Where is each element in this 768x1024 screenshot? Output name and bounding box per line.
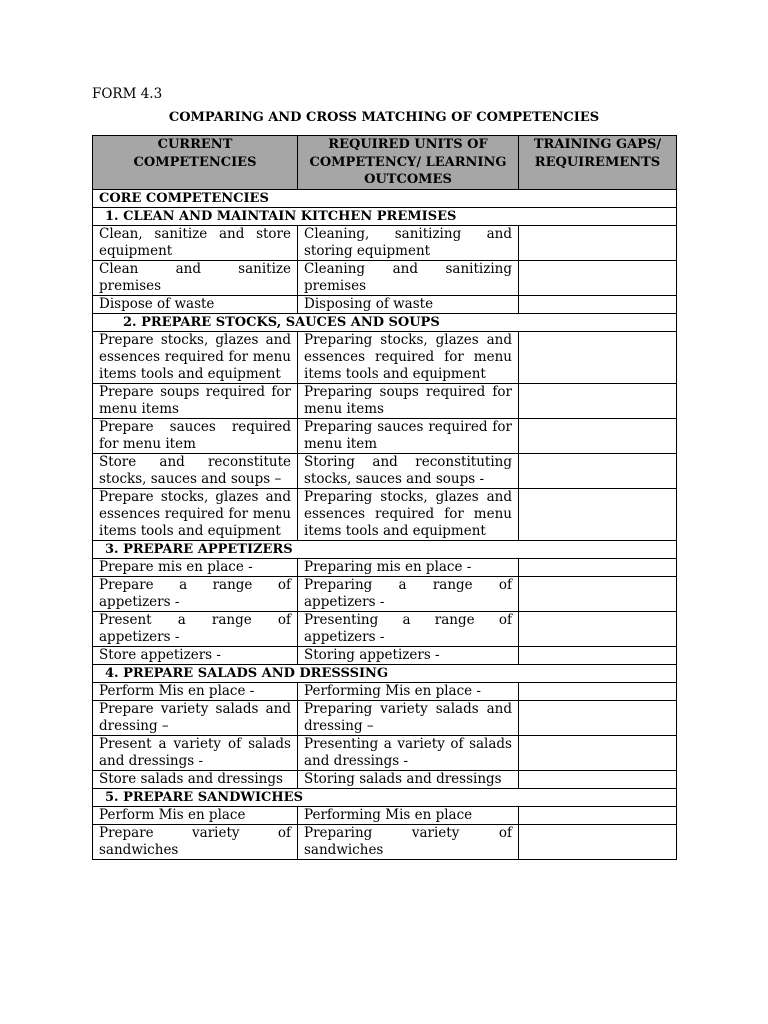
current-competency-cell: Present a variety of salads and dressings - [93,735,298,770]
table-row [93,682,677,700]
table-row [93,260,677,295]
required-unit-cell: Preparing variety of sandwiches [298,824,519,859]
section-header-row [93,207,677,225]
form-label: FORM 4.3 [92,86,163,102]
training-gap-cell [519,225,677,260]
current-competency-cell: Prepare soups required for menu items [93,383,298,418]
required-unit-cell: Preparing stocks, glazes and essences required for menu items tools and equipment [298,331,519,383]
section-title: 5. PREPARE SANDWICHES [93,788,677,806]
current-competency-cell: Dispose of waste [93,295,298,313]
required-unit-cell: Cleaning and sanitizing premises [298,260,519,295]
document-title: COMPARING AND CROSS MATCHING OF COMPETENCIES [168,110,600,125]
training-gap-cell [519,806,677,824]
current-competency-cell: Prepare sauces required for menu item [93,418,298,453]
training-gap-cell [519,488,677,540]
header-row [93,136,677,190]
header-training-gaps: TRAINING GAPS/ REQUIREMENTS [519,136,677,190]
section-header-row [93,664,677,682]
table-body [93,189,677,859]
table-row [93,646,677,664]
training-gap-cell [519,735,677,770]
required-unit-cell: Storing appetizers - [298,646,519,664]
current-competency-cell: Prepare a range of appetizers - [93,576,298,611]
section-header-row [93,313,677,331]
required-unit-cell: Performing Mis en place - [298,682,519,700]
competency-table [92,135,677,860]
section-header-row [93,788,677,806]
required-unit-cell: Presenting a variety of salads and dressings - [298,735,519,770]
training-gap-cell [519,646,677,664]
required-unit-cell: Storing and reconstituting stocks, sauces and soups - [298,453,519,488]
current-competency-cell: Prepare mis en place - [93,558,298,576]
current-competency-cell: Prepare variety of sandwiches [93,824,298,859]
current-competency-cell: Perform Mis en place - [93,682,298,700]
current-competency-cell: Prepare variety salads and dressing – [93,700,298,735]
table-row [93,488,677,540]
training-gap-cell [519,260,677,295]
current-competency-cell: Prepare stocks, glazes and essences required for menu items tools and equipment [93,331,298,383]
current-competency-cell: Clean, sanitize and store equipment [93,225,298,260]
table-row [93,735,677,770]
required-unit-cell: Performing Mis en place [298,806,519,824]
training-gap-cell [519,453,677,488]
training-gap-cell [519,824,677,859]
table-row [93,453,677,488]
required-unit-cell: Preparing variety salads and dressing – [298,700,519,735]
required-unit-cell: Presenting a range of appetizers - [298,611,519,646]
required-unit-cell: Disposing of waste [298,295,519,313]
required-unit-cell: Storing salads and dressings [298,770,519,788]
core-competencies-row [93,189,677,207]
required-unit-cell: Preparing sauces required for menu item [298,418,519,453]
section-header-row [93,540,677,558]
training-gap-cell [519,700,677,735]
table-row [93,806,677,824]
table-row [93,383,677,418]
training-gap-cell [519,770,677,788]
table-row [93,331,677,383]
header-current-competencies: CURRENT COMPETENCIES [93,136,298,190]
current-competency-cell: Perform Mis en place [93,806,298,824]
header-required-units: REQUIRED UNITS OF COMPETENCY/ LEARNING OUTCOMES [298,136,519,190]
table-row [93,576,677,611]
training-gap-cell [519,611,677,646]
training-gap-cell [519,418,677,453]
current-competency-cell: Prepare stocks, glazes and essences required for menu items tools and equipment [93,488,298,540]
required-unit-cell: Preparing soups required for menu items [298,383,519,418]
training-gap-cell [519,576,677,611]
required-unit-cell: Preparing stocks, glazes and essences required for menu items tools and equipment [298,488,519,540]
current-competency-cell: Clean and sanitize premises [93,260,298,295]
table-row [93,770,677,788]
table-row [93,558,677,576]
current-competency-cell: Present a range of appetizers - [93,611,298,646]
training-gap-cell [519,558,677,576]
current-competency-cell: Store appetizers - [93,646,298,664]
required-unit-cell: Preparing mis en place - [298,558,519,576]
current-competency-cell: Store salads and dressings [93,770,298,788]
section-title: 2. PREPARE STOCKS, SAUCES AND SOUPS [93,313,677,331]
section-title: 3. PREPARE APPETIZERS [93,540,677,558]
required-unit-cell: Preparing a range of appetizers - [298,576,519,611]
training-gap-cell [519,331,677,383]
required-unit-cell: Cleaning, sanitizing and storing equipment [298,225,519,260]
training-gap-cell [519,295,677,313]
table-row [93,824,677,859]
table-row [93,700,677,735]
table-row [93,295,677,313]
section-title: 1. CLEAN AND MAINTAIN KITCHEN PREMISES [93,207,677,225]
training-gap-cell [519,682,677,700]
current-competency-cell: Store and reconstitute stocks, sauces and soups – [93,453,298,488]
table-row [93,611,677,646]
section-title: 4. PREPARE SALADS AND DRESSSING [93,664,677,682]
table-row [93,225,677,260]
table-row [93,418,677,453]
core-competencies-label: CORE COMPETENCIES [93,189,677,207]
training-gap-cell [519,383,677,418]
